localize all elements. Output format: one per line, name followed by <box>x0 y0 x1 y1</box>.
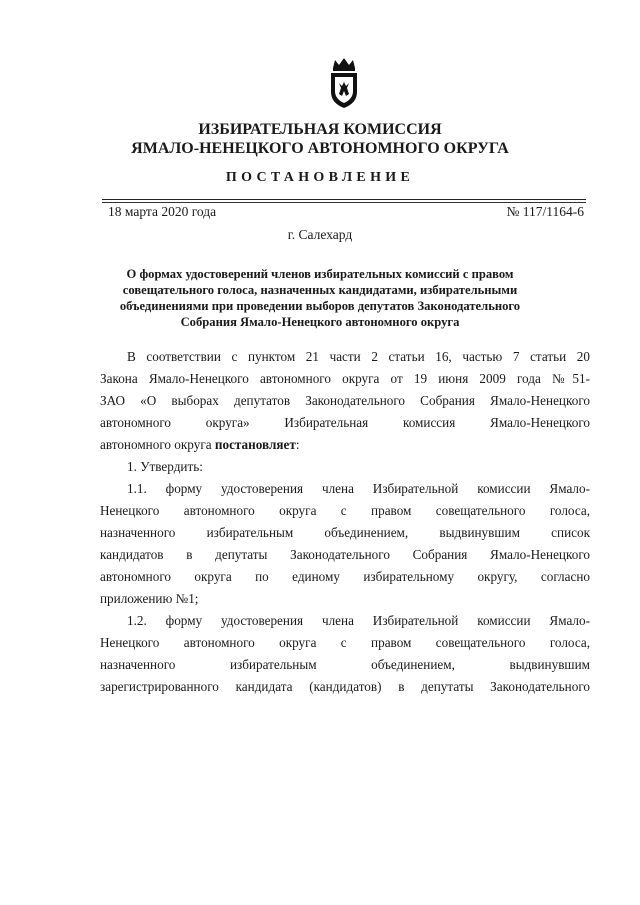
title-line: совещательного голоса, назначенных кандидатами, избирательными <box>122 283 518 297</box>
body-line: автономного округа» Избирательная комиссия Ямало-Ненецкого <box>100 415 590 430</box>
body-line: автономного округа по единому избирательному округу, согласно <box>100 569 590 584</box>
title-line: объединениями при проведении выборов депутатов Законодательного <box>119 299 521 313</box>
body-text: автономного округа <box>100 437 215 452</box>
body-line: ЗАО «О выборах депутатов Законодательного Собрания Ямало-Ненецкого <box>100 393 590 408</box>
body-line: приложению №1; <box>100 591 199 606</box>
document-body <box>100 346 590 698</box>
body-line: Ненецкого автономного округа с правом совещательного голоса, <box>100 503 590 518</box>
document-title <box>0 266 640 330</box>
org-name-line-1: ИЗБИРАТЕЛЬНАЯ КОМИССИЯ <box>198 121 442 138</box>
header-divider <box>102 199 586 200</box>
body-line: Закона Ямало-Ненецкого автономного округа от 19 июня 2009 года №51- <box>100 371 590 386</box>
body-text: : <box>295 437 300 452</box>
body-line: кандидатов в депутаты Законодательного Собрания Ямало-Ненецкого <box>100 547 590 562</box>
body-line: 1. Утвердить: <box>127 459 203 474</box>
body-line: 1.2. форму удостоверения члена Избирательной комиссии Ямало- <box>127 613 590 628</box>
title-line: Собрания Ямало-Ненецкого автономного округа <box>180 315 460 329</box>
body-line <box>100 434 590 456</box>
body-line: зарегистрированного кандидата (кандидатов) в депутаты Законодательного <box>100 679 590 694</box>
resolves-keyword: постановляет <box>214 437 296 452</box>
document-city: г. Салехард <box>287 227 353 242</box>
body-line: назначенного избирательным объединением, выдвинувшим <box>100 657 590 672</box>
body-line: назначенного избирательным объединением, выдвинувшим список <box>100 525 590 540</box>
document-number: № 117/1164-6 <box>506 204 584 219</box>
document-date: 18 марта 2020 года <box>108 204 217 219</box>
header-divider-thin <box>102 202 586 203</box>
body-line: Ненецкого автономного округа с правом совещательного голоса, <box>100 635 590 650</box>
org-name-line-2: ЯМАЛО-НЕНЕЦКОГО АВТОНОМНОГО ОКРУГА <box>131 140 509 157</box>
body-line: В соответствии с пунктом 21 части 2 статьи 16, частью 7 статьи 20 <box>127 349 590 364</box>
document-type: ПОСТАНОВЛЕНИЕ <box>225 170 415 185</box>
yamal-coat-of-arms-icon <box>326 56 362 110</box>
title-line: О формах удостоверений членов избирательных комиссий с правом <box>126 267 514 281</box>
body-line: 1.1. форму удостоверения члена Избирательной комиссии Ямало- <box>127 481 590 496</box>
